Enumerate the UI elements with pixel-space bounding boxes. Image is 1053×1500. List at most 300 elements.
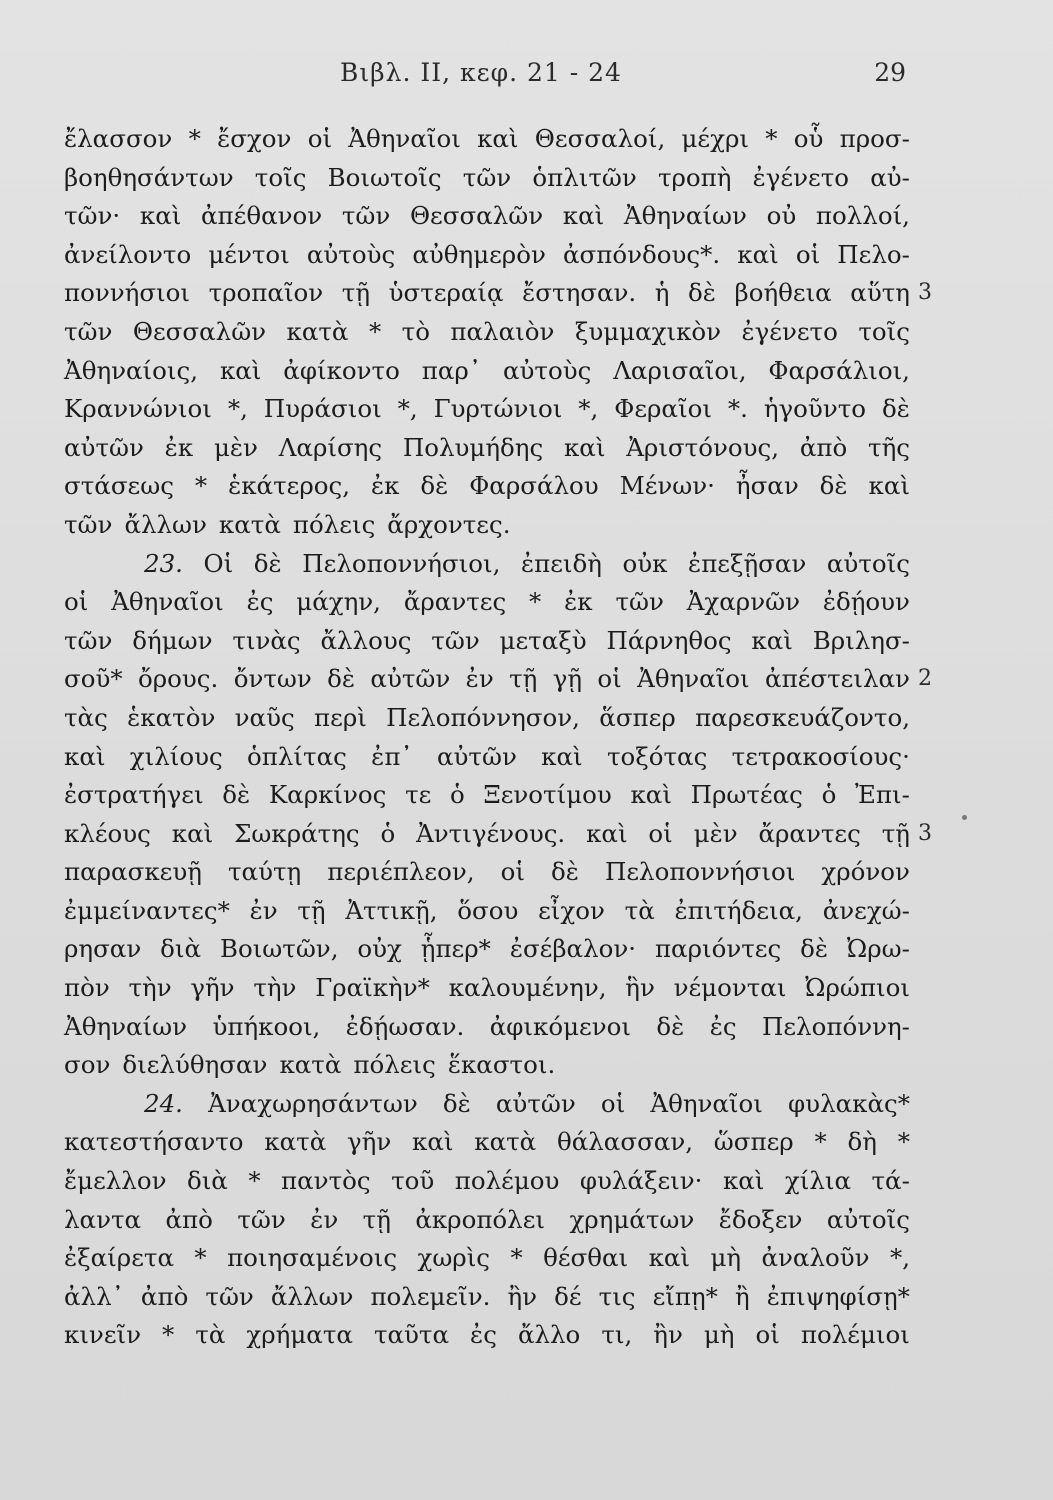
word: ἔλασσον [64,124,173,153]
word: ἐπεξῇσαν [688,548,807,578]
text-line [64,159,910,198]
running-head: Βιβλ. ΙΙ, κεφ. 21 - 24 [340,58,622,87]
word: ταῦτα [373,1320,450,1350]
word: προσ- [839,124,910,153]
word: οὐκ [622,548,668,578]
word: ἔστησαν. [522,278,637,308]
word: τῆς [868,432,910,462]
word: οἱ [307,124,333,153]
word: θάλασσαν, [556,1127,694,1157]
word: πολεμεῖν. [370,1281,491,1311]
text-line [64,120,910,159]
word: παρασκευῇ [64,857,202,887]
word: Γυρτώνιοι [433,394,563,424]
word: Ἀναχωρησάντων [208,1088,418,1118]
word: ὑπήκοοι, [212,1011,321,1041]
word: Ἀθηναίων [623,201,747,231]
word: Ξενοτίμου [483,780,612,810]
text-line [64,583,910,622]
word: στάσεως [64,471,174,501]
word: Ἀχαρνῶν [686,587,800,617]
word: πόλεις [353,1050,436,1080]
word: ἐς [709,1011,737,1041]
word: χίλια [784,1166,852,1196]
word: κατὰ [286,316,349,346]
word: τὴν [128,973,172,1003]
paper-speck [962,815,967,820]
word: σοῦ* [64,664,123,694]
word: δὲ [442,1088,471,1118]
word: Σωκράτης [234,818,360,848]
word: Φαρσάλου [469,471,599,501]
word: οὐ [766,201,797,231]
word: μεταξὺ [499,625,587,655]
word: τῇ [509,664,538,694]
text-line [64,236,910,275]
word: * [529,587,542,617]
page-header [0,58,1053,98]
word: ἦσαν [735,471,799,501]
word: οἱ [500,857,525,887]
word: οἱ [795,239,821,269]
word: τά- [871,1166,910,1196]
word: * [814,1127,827,1157]
word: Ἀριστόνους, [626,432,780,462]
word: φυλακὰς* [788,1088,910,1118]
word: τῶν [462,162,512,192]
word: παριόντες [654,934,782,964]
word: ἐκ [164,432,194,462]
word: ἕκαστοι. [447,1050,556,1080]
word: ὁ [821,780,837,810]
word: βοηθησάντων [64,162,234,192]
word: Λαρισαῖοι, [613,355,747,385]
word: ἐπειδὴ [520,548,602,578]
word: Πάρνηθος [606,625,732,655]
word: κατὰ [279,1050,342,1080]
word: ἢν [653,1320,683,1350]
word: Βοιωτῶν, [219,934,339,964]
word: ἀνείλοντο [64,239,192,269]
word: τὰ [624,895,655,925]
word: ὄρους. [138,664,219,694]
text-line [64,313,910,352]
word: ἀνεχώ- [822,895,910,925]
word: ἄρχοντες. [387,509,511,539]
text-line [64,660,910,699]
word: * [162,1320,175,1350]
word: τοξότας [606,741,708,771]
word: Πελοποννήσιοι [604,857,796,887]
text-line [64,506,910,545]
word: καὶ [171,818,214,848]
word: δὲ [819,471,848,501]
word: τῇ [362,1204,391,1234]
word: Καρκίνος [268,780,387,810]
word: ναῦς [234,702,295,732]
word: * [897,1127,910,1157]
word: τῶν [64,509,113,539]
word: Βοιωτοῖς [327,162,442,192]
word: κατεστήσαντο [64,1127,244,1157]
word: μὴ [703,1320,735,1350]
word: διελύθησαν [122,1050,268,1080]
text-line [64,1162,910,1201]
word: ἐκ [564,587,593,617]
word: Πελο- [837,239,910,269]
word: Πελοποννήσιοι, [302,548,501,578]
word: τῶν [64,316,113,346]
word: δήμων [132,625,213,655]
text-line [64,699,910,738]
word: δὲ [420,471,449,501]
word: Φαρσάλιοι, [768,355,910,385]
word: αὐθημερὸν [412,239,546,269]
word: Θεσσαλῶν [409,201,544,231]
word: πολλοί, [815,201,910,231]
word: αὐ- [870,162,910,192]
text-line [64,815,910,854]
word: ὄντων [233,664,312,694]
word: πόλεις [292,509,376,539]
word: καὶ [412,1127,454,1157]
word: ἐκ [370,471,400,501]
word: ἀναλοῦν [761,1243,870,1273]
word: ἄλλο [517,1320,581,1350]
word: φυλάξειν· [579,1166,703,1196]
word: δὲ [688,278,716,308]
word: Ὠρώπιοι [805,973,910,1003]
word: ὅσου [457,895,519,925]
word: ἐξαίρετα [64,1243,174,1273]
word: δὲ [800,934,829,964]
text-line [64,1046,910,1085]
text-line [64,352,910,391]
text-line [64,622,910,661]
word: Ἀντιγένους. [416,818,566,848]
word: ἢ [735,1281,750,1311]
margin-section-number: 2 [918,666,932,692]
word: ἄλλων [270,1281,354,1311]
word: οὗ [793,124,824,153]
word: ἀπὸ [165,1204,213,1234]
word: τῶν [431,625,480,655]
word: αὐτοῖς [826,548,910,578]
word: ποννήσιοι [64,278,191,308]
word: δὴ [847,1127,877,1157]
word: καὶ [722,1166,765,1196]
word: Πρωτέας [690,780,803,810]
word: ἀκροπόλει [415,1204,546,1234]
text-line [64,1123,910,1162]
word: μέντοι [208,239,290,269]
word: ὁπλιτῶν [532,162,637,192]
word: ἐπιτήδεια, [674,895,803,925]
word: αὐτοὺς [306,239,396,269]
word: πὸν [64,973,110,1003]
word: Ἀθηναίων [64,1011,188,1041]
word: * [368,316,382,346]
word: ταύτῃ [227,857,302,887]
text-line [64,892,910,931]
word: κλέους [64,818,151,848]
word: *, [227,394,248,424]
word: ἀφικόμενοι [489,1011,631,1041]
word: ἐν [249,895,278,925]
text-line [64,1278,910,1317]
word: * [188,124,201,153]
word: διὰ [160,934,202,964]
word: τὰς [64,702,108,732]
text-line [64,738,910,777]
word: ἢν [507,1281,538,1311]
word: ἡ [654,278,670,308]
word: Οἱ [203,548,234,578]
text-line [64,545,910,584]
word: ἐδῄωσαν. [345,1011,465,1041]
word: μέχρι [681,124,749,153]
word: ρησαν [64,934,142,964]
word: ἐν [310,1204,339,1234]
word: μὴ [710,1243,742,1273]
word: οἱ [600,1088,626,1118]
word: Πελοπόννη- [762,1011,910,1041]
word: ἔδοξεν [718,1204,803,1234]
margin-section-number: 3 [918,820,932,846]
word: ἐμμείναντες* [64,895,230,925]
word: ἐπ᾽ [371,741,413,771]
word: τι, [601,1320,633,1350]
text-line [64,853,910,892]
word: ἐδῄουν [822,587,910,617]
word: ἔσχον [217,124,292,153]
word: τις [598,1281,636,1311]
word: καὶ [219,355,262,385]
word: δὲ [656,1011,685,1041]
word: οἱ [597,664,622,694]
word: *. [727,394,748,424]
word: ᾗπερ* [420,934,491,964]
word: βοήθεια [734,278,832,308]
word: αὕτη [850,278,910,308]
word: λαντα [64,1204,142,1234]
word: εἶχον [538,895,605,925]
word: τε [405,780,432,810]
word: * [194,471,208,501]
word: αὐτοὺς [502,355,592,385]
word: ἔμελλον [64,1166,167,1196]
word: ὁ [450,780,465,810]
word: ἡγοῦντο [763,394,867,424]
word: ἀσπόνδους*. [562,239,721,269]
word: καὶ [586,818,628,848]
word: σον [64,1050,111,1080]
text-line [64,930,910,969]
word: ἀλλ᾽ [64,1281,124,1311]
word: τετρακοσίους· [731,741,910,771]
word: καὶ [648,1243,691,1273]
word: κινεῖν [64,1320,142,1350]
word: περὶ [314,702,367,732]
word: κατὰ [264,1127,327,1157]
word: Ἀθηναίοις, [64,355,199,385]
text-line [64,1239,910,1278]
text-line [64,274,910,313]
word: δὲ [551,857,579,887]
word: Λαρίσης [278,432,383,462]
word: Ἀθηναῖοι [111,587,224,617]
word: τῶν [205,1281,254,1311]
word: τὸ [401,316,430,346]
word: δὲ [222,780,251,810]
word: καὶ [751,625,793,655]
word: ἅσπερ [599,702,676,732]
word: καὶ [737,239,779,269]
word: ἐσέβαλον· [509,934,637,964]
word: κατὰ [218,509,281,539]
word: Φεραῖοι [614,394,712,424]
word: τῇ [297,895,326,925]
text-line [64,776,910,815]
word: * [194,1243,207,1273]
word: παρεσκευάζοντο, [695,702,910,732]
word: τοῦ [391,1166,435,1196]
word: καὶ [139,201,182,231]
word: αὐτῶν [370,664,451,694]
word: τὰ [195,1320,226,1350]
word: καὶ [477,124,519,153]
word: Ἀττικῇ, [345,895,438,925]
word: καὶ [64,741,106,771]
word: Ἀθηναῖοι [637,664,750,694]
word: οἱ [64,587,89,617]
word: ἐν [465,664,494,694]
word: ἐγένετο [752,162,850,192]
word: αὐτῶν [64,432,144,462]
word: Θεσσαλοί, [534,124,666,153]
word: γῇ [552,664,583,694]
word: ἣν [625,973,655,1003]
word: τῶν [237,1204,286,1234]
word: καλουμένην, [448,973,607,1003]
word: χωρὶς [417,1243,491,1273]
section-number: 24. [144,1088,183,1118]
text-line [64,467,910,506]
word: τῇ [881,818,910,848]
word: τὴν [253,973,297,1003]
word: Πελοπόννησον, [386,702,580,732]
word: Κραννώνιοι [64,394,212,424]
word: Πυράσιοι [263,394,382,424]
word: *, [578,394,599,424]
word: περιέπλεον, [327,857,475,887]
word: αὐτοῖς [826,1204,910,1234]
word: χιλίους [129,741,223,771]
word: καὶ [562,201,605,231]
word: ἀφίκοντο [283,355,400,385]
word: Γραϊκὴν* [315,973,430,1003]
word: * [248,1166,261,1196]
word: γῆν [190,973,235,1003]
word: τροπὴ [657,162,732,192]
word: τῶν [64,625,113,655]
word: Μένων· [619,471,715,501]
word: τῶν [341,201,391,231]
word: * [765,124,778,153]
word: ἑκατὸν [127,702,216,732]
word: γῆν [347,1127,392,1157]
word: Ἀθηναῖοι [348,124,461,153]
word: θέσθαι [543,1243,629,1273]
word: παλαιὸν [450,316,555,346]
word: νέμονται [673,973,787,1003]
word: καὶ [563,432,606,462]
word: δέ [554,1281,582,1311]
word: ἑκάτερος, [228,471,350,501]
word: δὲ [253,548,282,578]
text-line [64,197,910,236]
word: καὶ [541,741,583,771]
word: παρ᾽ [421,355,482,385]
word: οἱ [648,818,673,848]
word: χρημάτων [569,1204,695,1234]
word: Πολυμήδης [402,432,544,462]
word: ὥσπερ [713,1127,794,1157]
word: δὲ [327,664,356,694]
word: ἀπὸ [799,432,848,462]
word: ἀπέστειλαν [765,664,910,694]
word: αὐτῶν [436,741,517,771]
word: τινὰς [232,625,301,655]
word: ὁ [380,818,396,848]
word: ἄλλους [320,625,412,655]
word: χρόνον [821,857,910,887]
word: χρήματα [246,1320,353,1350]
word: καὶ [868,471,910,501]
word: μάχην, [296,587,381,617]
word: οἱ [755,1320,780,1350]
word: πολέμου [454,1166,560,1196]
word: Ὠρω- [846,934,910,964]
word: ἐπιψηφίσῃ* [766,1281,910,1311]
word: τῇ [341,278,371,308]
word: μὲν [693,818,738,848]
word: παντὸς [281,1166,371,1196]
word: τροπαῖον [208,278,324,308]
word: * [510,1243,523,1273]
page-number: 29 [874,58,906,87]
word: ὑστεραίᾳ [388,278,504,308]
word: τοῖς [254,162,307,192]
text-line [64,1201,910,1240]
text-line [64,429,910,468]
text-line [64,1008,910,1047]
word: εἴπῃ* [652,1281,718,1311]
word: ἄραντες [403,587,507,617]
word: *, [889,1243,910,1273]
word: ἐς [470,1320,497,1350]
body-text [64,120,910,1355]
word: τῶν· [64,201,121,231]
word: δὲ [881,394,910,424]
margin-section-number: 3 [918,280,932,306]
word: Βριλησ- [812,625,910,655]
word: Θεσσαλῶν [132,316,267,346]
word: ἐστρατήγει [64,780,204,810]
word: ἄλλων [124,509,207,539]
text-line [64,1085,910,1124]
word: αὐτῶν [495,1088,576,1118]
